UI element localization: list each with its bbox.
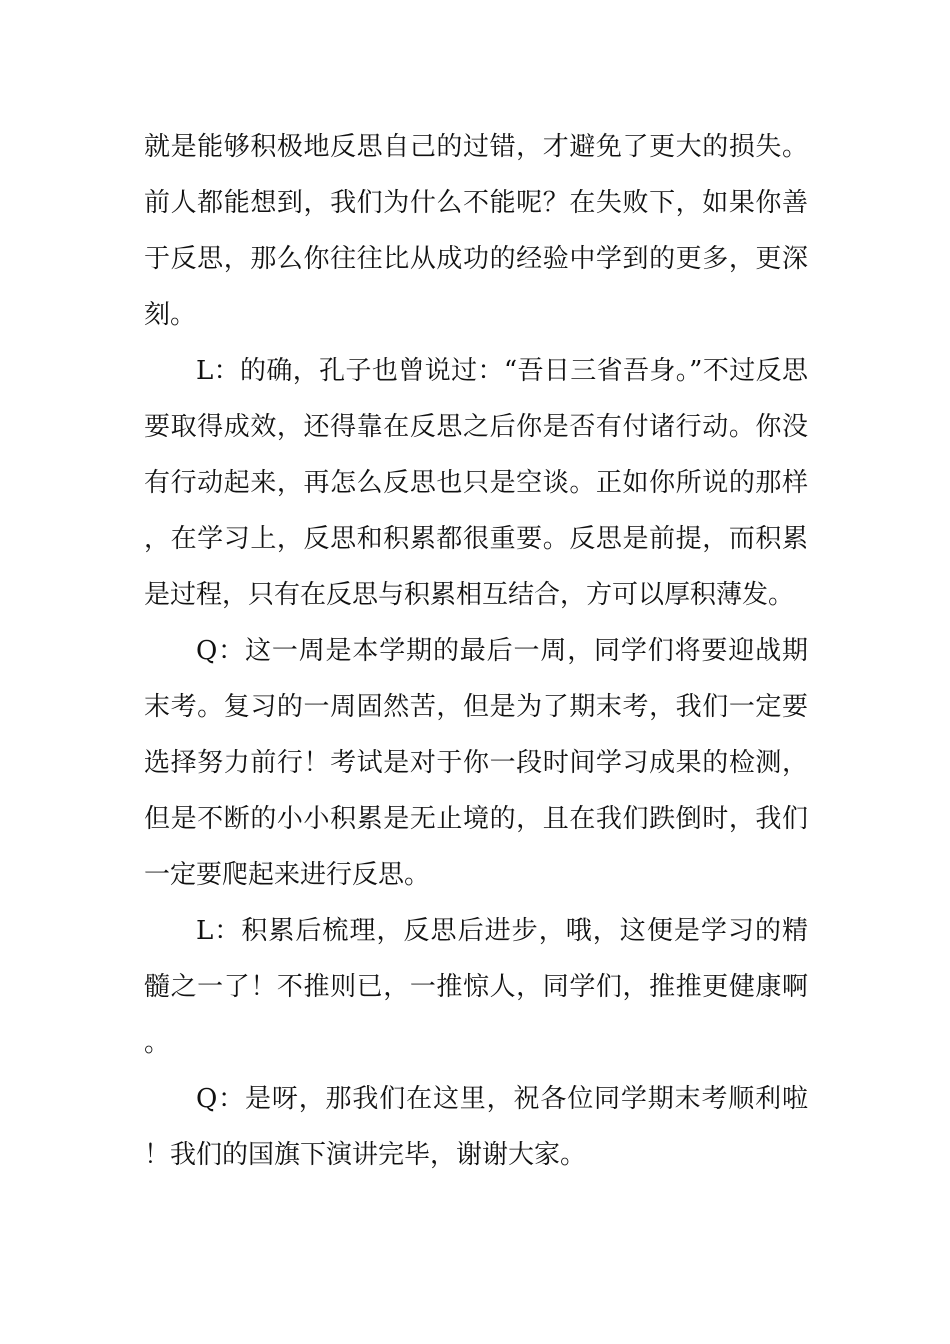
paragraph-q-final-week: Q：这一周是本学期的最后一周，同学们将要迎战期末考。复习的一周固然苦，但是为了期末考，我们一定要选择努力前行！考试是对于你一段时间学习成果的检测，但是不断的小小积累是无止境的，且在我们跌倒时，我们一定要爬起来进行反思。 [144,636,808,890]
paragraph-q-closing: Q：是呀，那我们在这里，祝各位同学期末考顺利啦！我们的国旗下演讲完毕，谢谢大家。 [144,1084,808,1170]
paragraph-l-summary: L：积累后梳理，反思后进步，哦，这便是学习的精髓之一了！不推则已，一推惊人，同学们，推推更健康啊。 [144,916,808,1058]
document-body [144,119,808,1183]
paragraph-l-reflection: L：的确，孔子也曾说过：“吾日三省吾身。”不过反思要取得成效，还得靠在反思之后你是否有付诸行动。你没有行动起来，再怎么反思也只是空谈。正如你所说的那样，在学习上，反思和积累都很重要。反思是前提，而积累是过程，只有在反思与积累相互结合，方可以厚积薄发。 [144,356,808,610]
paragraph-continuation: 就是能够积极地反思自己的过错，才避免了更大的损失。前人都能想到，我们为什么不能呢？在失败下，如果你善于反思，那么你往往比从成功的经验中学到的更多，更深刻。 [144,132,808,330]
